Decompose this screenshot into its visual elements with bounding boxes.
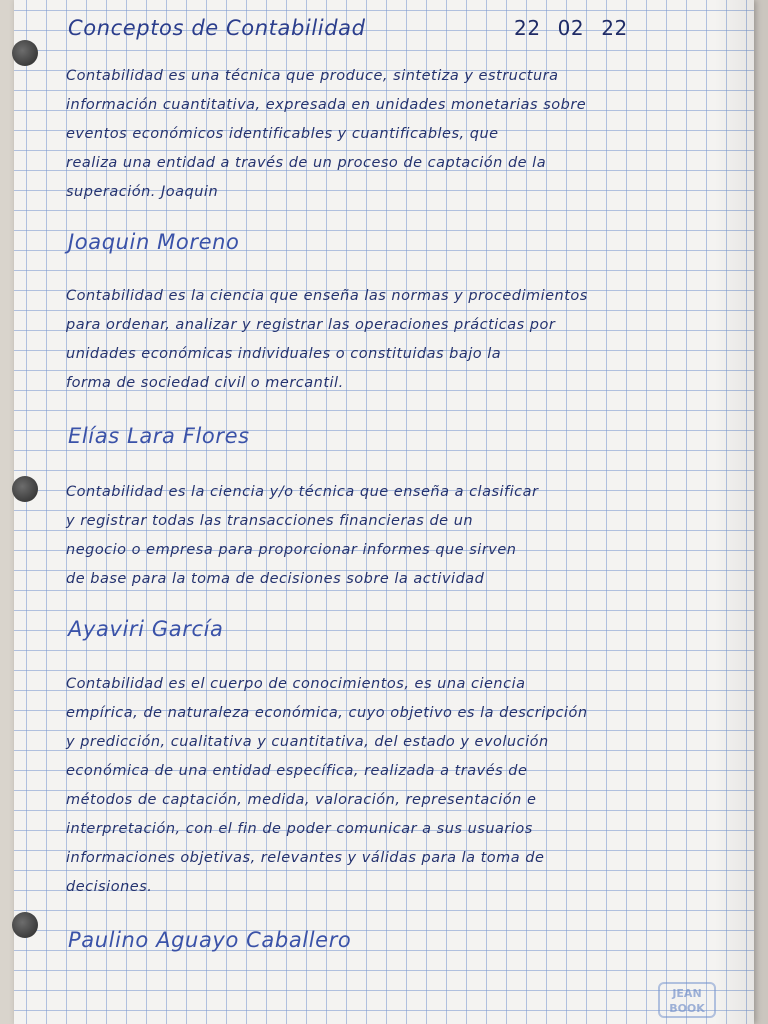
text-line: unidades económicas individuales o constituidas bajo la <box>66 346 502 362</box>
text-line: para ordenar, analizar y registrar las operaciones prácticas por <box>66 317 556 333</box>
text-line: empírica, de naturaleza económica, cuyo objetivo es la descripción <box>66 705 588 721</box>
binder-hole <box>12 476 38 502</box>
definition-paragraph-3 <box>66 478 734 594</box>
text-line: Contabilidad es la ciencia y/o técnica que enseña a clasificar <box>66 484 539 500</box>
text-line: realiza una entidad a través de un proceso de captación de la <box>66 155 547 171</box>
page-title: Conceptos de Contabilidad <box>68 16 366 40</box>
author-name-2: Elías Lara Flores <box>68 424 250 448</box>
text-line: negocio o empresa para proporcionar informes que sirven <box>66 542 517 558</box>
text-line: decisiones. <box>66 879 153 895</box>
binder-hole <box>12 912 38 938</box>
definition-paragraph-4 <box>66 670 734 902</box>
page-date: 22 02 22 <box>514 16 628 40</box>
text-line: forma de sociedad civil o mercantil. <box>66 375 344 391</box>
text-line: eventos económicos identificables y cuantificables, que <box>66 126 499 142</box>
author-name-4: Paulino Aguayo Caballero <box>68 928 352 952</box>
author-name-1: Joaquin Moreno <box>68 230 240 254</box>
author-name-3: Ayaviri García <box>68 617 224 641</box>
text-line: Contabilidad es una técnica que produce, sintetiza y estructura <box>66 68 559 84</box>
text-line: de base para la toma de decisiones sobre la actividad <box>66 571 485 587</box>
text-line: interpretación, con el fin de poder comunicar a sus usuarios <box>66 821 533 837</box>
text-line: económica de una entidad específica, realizada a través de <box>66 763 528 779</box>
text-line: y registrar todas las transacciones financieras de un <box>66 513 474 529</box>
definition-paragraph-2 <box>66 282 734 398</box>
text-line: métodos de captación, medida, valoración, representación e <box>66 792 537 808</box>
text-line: superación. Joaquin <box>66 184 219 200</box>
text-line: y predicción, cualitativa y cuantitativa, del estado y evolución <box>66 734 549 750</box>
brand-logo: JEAN BOOK <box>658 982 716 1018</box>
text-line: Contabilidad es el cuerpo de conocimientos, es una ciencia <box>66 676 526 692</box>
text-line: Contabilidad es la ciencia que enseña las normas y procedimientos <box>66 288 588 304</box>
text-line: informaciones objetivas, relevantes y válidas para la toma de <box>66 850 545 866</box>
text-line: información cuantitativa, expresada en unidades monetarias sobre <box>66 97 587 113</box>
definition-paragraph-1 <box>66 62 734 207</box>
binder-hole <box>12 40 38 66</box>
